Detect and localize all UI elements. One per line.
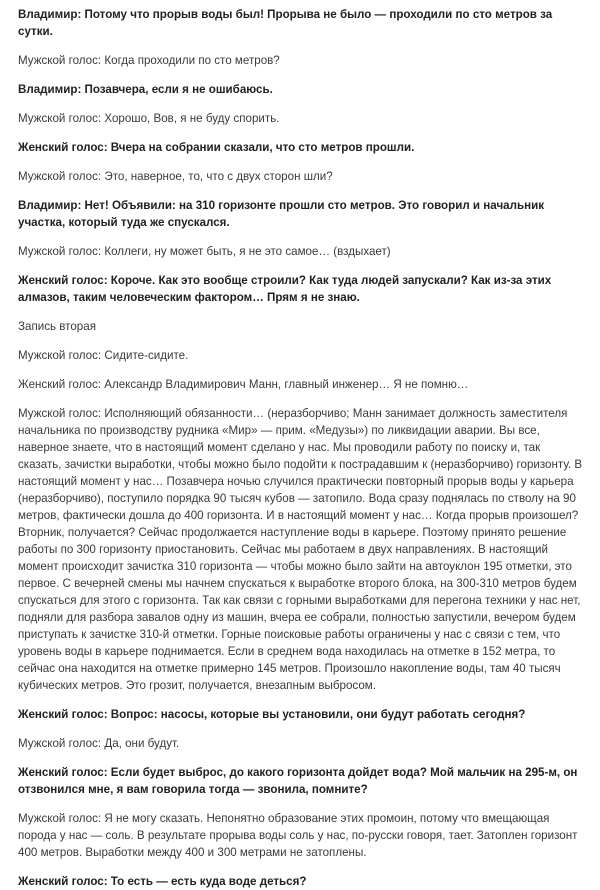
transcript-line-female-voice: Женский голос: Короче. Как это вообще строили? Как туда людей запускали? Как из-за этих алмазов, таким человеческим фактором… Прям я не знаю. [18,274,552,304]
transcript-line-male-voice: Мужской голос: Сидите-сидите. [18,349,189,362]
transcript-line-male-voice: Мужской голос: Да, они будут. [18,737,180,750]
transcript-line-female-voice: Женский голос: Если будет выброс, до какого горизонта дойдет вода? Мой мальчик на 295-м, он отзвонился мне, я вам говорила тогда — звонила, помните? [18,766,578,796]
transcript-line-male-voice: Мужской голос: Коллеги, ну может быть, я не это самое… (вздыхает) [18,245,391,258]
transcript-line-female-voice: Женский голос: Вчера на собрании сказали, что сто метров прошли. [18,141,415,154]
transcript-line-male-voice: Мужской голос: Исполняющий обязанности… (неразборчиво; Манн занимает должность заместителя начальника по производству рудника «Мир» — прим. «Медузы») по ликвидации аварии. Вы все, наверное знаете, что в настоящий момент сделано у нас. Мы проводили работу по поиску и, так сказать, зачистки выработки, чтобы можно было подойти к пострадавшим к (неразборчиво) горизонту. В настоящий момент у нас… Позавчера ночью случился практически повторный прорыв воды у карьера (неразборчиво), поступило порядка 90 тысяч кубов — затопило. Вода сразу поднялась по стволу на 90 метров, фактически дошла до 400 горизонта. И в настоящий момент у нас… Когда прорыв произошел? Вторник, получается? Сейчас продолжается наступление воды в карьере. Поэтому принято решение работы по 300 горизонту приостановить. Сейчас мы работаем в двух направлениях. В настоящий момент происходит зачистка 310 горизонта — чтобы можно было зайти на автоуклон 195 отметки, это первое. С вечерней смены мы начнем спускаться к выработке второго блока, на 300-310 метров будем спускаться для этого с горизонта. Так как связи с горными выработками для перегона техники у нас нет, подняли для разбора завалов одну из машин, вчера ее собрали, полностью запустили, вечером будем приступать к зачистке 310-й отметки. Горные поисковые работы ограничены у нас с связи с тем, что уровень воды в карьере поднимается. Если в среднем вода находилась на отметке в 152 метра, то сейчас она находится на отметке примерно 145 метров. Произошло накопление воды, там 40 тысяч кубических метров. Это грозит, получается, внезапным выбросом. [18,407,583,692]
transcript-line-female-voice: Женский голос: Александр Владимирович Манн, главный инженер… Я не помню… [18,378,469,391]
transcript-line-male-voice: Мужской голос: Хорошо, Вов, я не буду спорить. [18,112,280,125]
transcript-line-vladimir: Владимир: Нет! Объявили: на 310 горизонте прошли сто метров. Это говорил и начальник участка, который туда же спускался. [18,199,545,229]
transcript-line-male-voice: Мужской голос: Когда проходили по сто метров? [18,54,280,67]
transcript-line-vladimir: Владимир: Потому что прорыв воды был! Прорыва не было — проходили по сто метров за сутки. [18,8,553,38]
transcript-line-male-voice: Мужской голос: Я не могу сказать. Непонятно образование этих промоин, потому что вмещающая порода у нас — соль. В результате прорыва воды соль у нас, по-русски говоря, тает. Затоплен горизонт 400 метров. Выработки между 400 и 300 метрами не затоплены. [18,812,578,859]
transcript-line-vladimir: Владимир: Позавчера, если я не ошибаюсь. [18,83,273,96]
transcript-line-male-voice: Мужской голос: Это, наверное, то, что с двух сторон шли? [18,170,333,183]
transcript-line-female-voice: Женский голос: То есть — есть куда воде деться? [18,875,307,888]
transcript-line-female-voice: Женский голос: Вопрос: насосы, которые вы установили, они будут работать сегодня? [18,708,526,721]
section-heading-second-recording: Запись вторая [18,320,96,333]
